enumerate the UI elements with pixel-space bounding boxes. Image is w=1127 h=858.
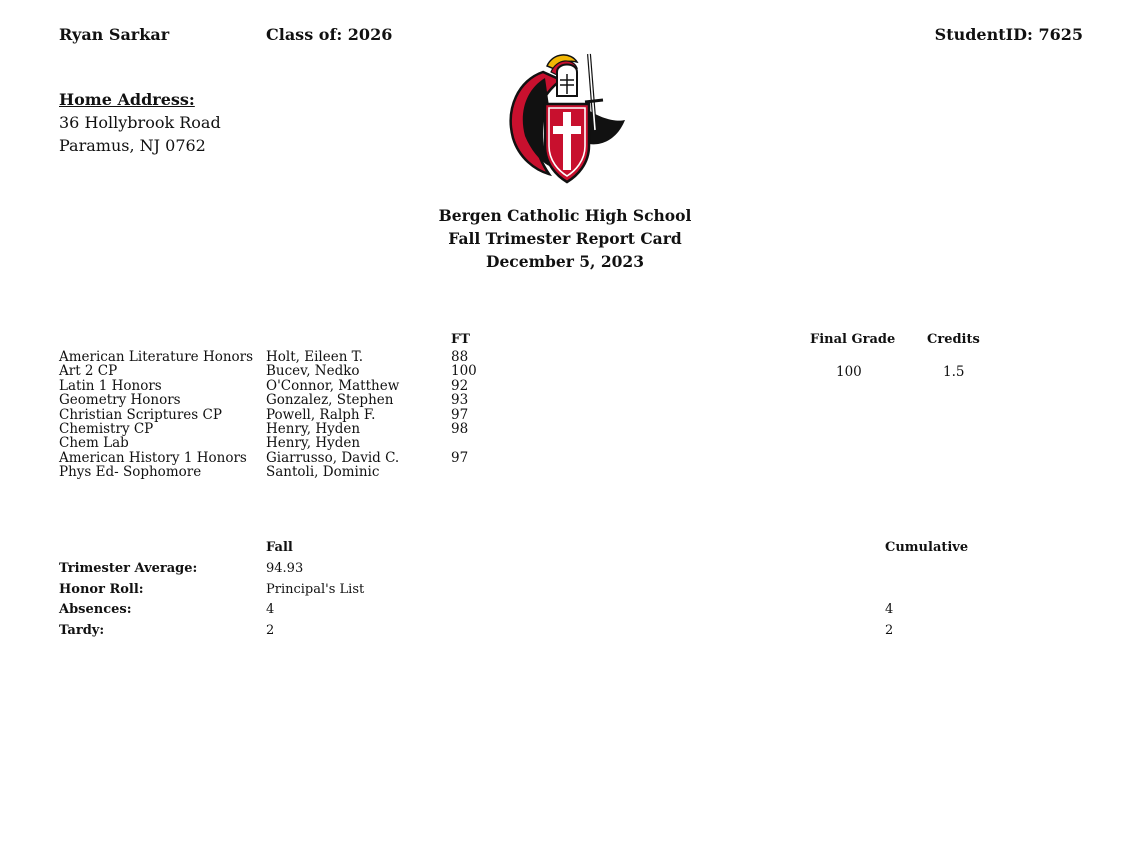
course-name: Geometry Honors [59, 392, 181, 409]
table-row [0, 422, 1127, 436]
trimester-average-label: Trimester Average: [59, 561, 198, 576]
absences-label: Absences: [59, 602, 132, 617]
crusader-knight-shield-icon [505, 50, 627, 185]
teacher-name: Henry, Hyden [266, 421, 361, 437]
student-id: StudentID: 7625 [934, 25, 1083, 44]
report-title: Fall Trimester Report Card [448, 229, 682, 248]
teacher-name: Henry, Hyden [266, 435, 361, 452]
course-name: American Literature Honors [59, 349, 254, 365]
student-name: Ryan Sarkar [59, 25, 170, 44]
table-row [0, 465, 1127, 479]
table-row [0, 436, 1127, 450]
table-row [0, 363, 1127, 381]
table-row [0, 408, 1127, 422]
credits: 1.5 [943, 364, 965, 381]
address-line-2: Paramus, NJ 0762 [59, 136, 206, 155]
tardy-cumulative: 2 [885, 623, 894, 638]
teacher-name: Gonzalez, Stephen [266, 392, 394, 409]
trimester-average-fall: 94.93 [266, 561, 304, 576]
class-of: Class of: 2026 [266, 25, 393, 44]
honor-roll-fall: Principal's List [266, 582, 365, 597]
ft-column-header: FT [451, 332, 470, 347]
fall-column-header: Fall [266, 540, 293, 555]
course-name: Latin 1 Honors [59, 377, 162, 394]
report-date: December 5, 2023 [486, 252, 644, 271]
course-name: Chemistry CP [59, 421, 154, 437]
ft-grade: 92 [451, 377, 469, 394]
teacher-name: Bucev, Nedko [266, 363, 360, 380]
address-line-1: 36 Hollybrook Road [59, 113, 221, 132]
course-name: Phys Ed- Sophomore [59, 464, 202, 481]
tardy-fall: 2 [266, 623, 275, 638]
absences-cumulative: 4 [885, 602, 894, 617]
tardy-label: Tardy: [59, 623, 105, 638]
course-name: Chem Lab [59, 435, 129, 452]
credits-column-header: Credits [927, 332, 980, 347]
teacher-name: O'Connor, Matthew [266, 377, 400, 394]
course-name: Christian Scriptures CP [59, 406, 222, 423]
ft-grade: 93 [451, 392, 469, 409]
teacher-name: Giarrusso, David C. [266, 449, 400, 466]
teacher-name: Holt, Eileen T. [266, 349, 363, 365]
school-name: Bergen Catholic High School [438, 206, 692, 225]
teacher-name: Powell, Ralph F. [266, 406, 376, 423]
ft-grade: 100 [451, 363, 477, 380]
table-row [0, 379, 1127, 393]
course-name: American History 1 Honors [59, 449, 247, 466]
ft-grade: 97 [451, 406, 469, 423]
home-address-label: Home Address: [59, 90, 195, 109]
final-grade-column-header: Final Grade [810, 332, 896, 347]
table-row [0, 350, 1127, 364]
teacher-name: Santoli, Dominic [266, 464, 380, 481]
table-row [0, 451, 1127, 465]
ft-grade: 98 [451, 421, 469, 437]
absences-fall: 4 [266, 602, 275, 617]
final-grade: 100 [836, 364, 862, 381]
ft-grade: 88 [451, 349, 469, 365]
cumulative-column-header: Cumulative [885, 540, 969, 555]
course-name: Art 2 CP [59, 363, 118, 380]
ft-grade: 97 [451, 449, 469, 466]
honor-roll-label: Honor Roll: [59, 582, 144, 597]
table-row [0, 393, 1127, 407]
